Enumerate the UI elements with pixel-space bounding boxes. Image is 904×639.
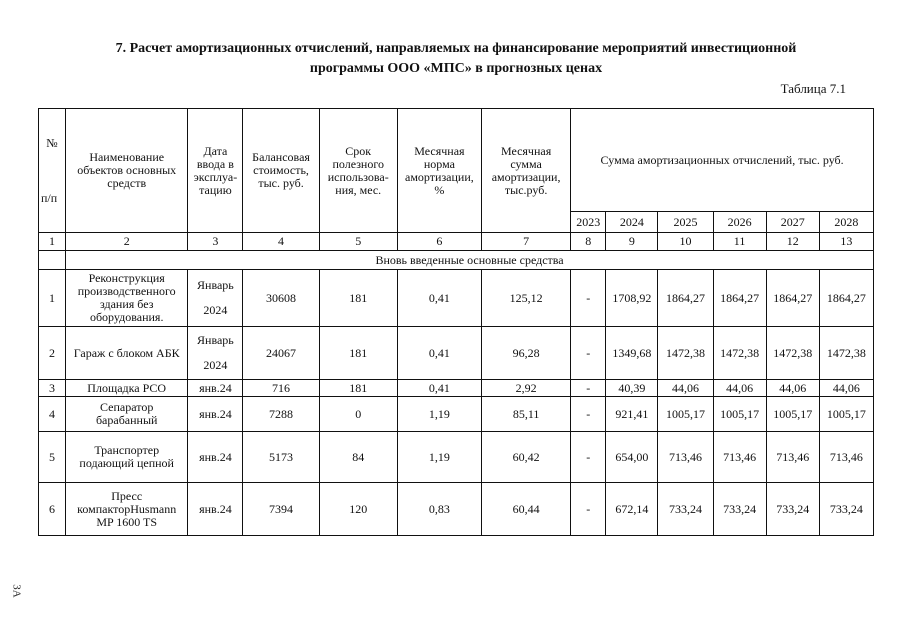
monthly-sum: 85,11 [482,397,571,432]
monthly-rate: 0,83 [397,483,481,536]
year-header: 2028 [819,212,873,233]
year-value: 733,24 [658,483,713,536]
margin-handwritten-mark: ЗА [10,584,23,598]
column-number: 2 [66,233,188,251]
year-value: 733,24 [766,483,819,536]
commission-date: янв.24 [188,380,243,397]
year-value: 1005,17 [819,397,873,432]
asset-name: Пресс компакторHusmann MP 1600 TS [66,483,188,536]
year-value: 733,24 [713,483,766,536]
year-value: 1708,92 [606,270,658,327]
balance-value: 716 [243,380,319,397]
year-value: 713,46 [819,432,873,483]
document-title [40,39,872,79]
row-number: 5 [39,432,66,483]
column-number: 12 [766,233,819,251]
monthly-rate: 1,19 [397,397,481,432]
balance-value: 24067 [243,327,319,380]
year-header: 2027 [766,212,819,233]
column-number: 3 [188,233,243,251]
column-number: 7 [482,233,571,251]
year-value: 1472,38 [766,327,819,380]
balance-value: 30608 [243,270,319,327]
column-number: 5 [319,233,397,251]
section-row [39,251,874,270]
year-value: 1864,27 [658,270,713,327]
year-header: 2025 [658,212,713,233]
asset-name: Транспортер подающий цепной [66,432,188,483]
header-date: Дата ввода в эксплуа-тацию [188,109,243,233]
year-value: 921,41 [606,397,658,432]
row-number: 4 [39,397,66,432]
column-number: 13 [819,233,873,251]
year-value: 733,24 [819,483,873,536]
year-value: 672,14 [606,483,658,536]
table-row [39,483,874,536]
year-value: 1864,27 [713,270,766,327]
date-month: Январь [197,333,234,347]
monthly-rate: 1,19 [397,432,481,483]
row-number: 3 [39,380,66,397]
year-value: - [571,432,606,483]
year-value: 1005,17 [766,397,819,432]
table-row [39,397,874,432]
useful-life: 120 [319,483,397,536]
year-header: 2023 [571,212,606,233]
commission-date [188,327,243,380]
column-number: 4 [243,233,319,251]
year-value: - [571,327,606,380]
year-header: 2024 [606,212,658,233]
commission-date: янв.24 [188,483,243,536]
date-year: 2024 [203,358,228,372]
section-spacer [39,251,66,270]
column-number: 6 [397,233,481,251]
asset-name: Гараж с блоком АБК [66,327,188,380]
year-value: 1005,17 [658,397,713,432]
monthly-rate: 0,41 [397,327,481,380]
year-value: 40,39 [606,380,658,397]
header-balance: Балансовая стоимость, тыс. руб. [243,109,319,233]
year-value: 44,06 [713,380,766,397]
balance-value: 7288 [243,397,319,432]
year-value: 1472,38 [819,327,873,380]
header-monthly-sum: Месячная сумма амортизации, тыс.руб. [482,109,571,233]
column-number: 10 [658,233,713,251]
column-number-row [39,233,874,251]
asset-name: Сепаратор барабанный [66,397,188,432]
header-number [39,109,66,233]
year-header: 2026 [713,212,766,233]
row-number: 1 [39,270,66,327]
monthly-sum: 60,42 [482,432,571,483]
year-value: 1005,17 [713,397,766,432]
monthly-sum: 2,92 [482,380,571,397]
header-term: Срок полезного использова-ния, мес. [319,109,397,233]
date-month: Январь [197,278,234,292]
column-number: 9 [606,233,658,251]
column-number: 1 [39,233,66,251]
useful-life: 84 [319,432,397,483]
row-number: 2 [39,327,66,380]
year-value: 654,00 [606,432,658,483]
table-label: Таблица 7.1 [780,81,846,96]
year-value: 44,06 [766,380,819,397]
asset-name: Реконструкция производственного здания без оборудования. [66,270,188,327]
year-value: 44,06 [819,380,873,397]
column-number: 8 [571,233,606,251]
year-value: - [571,270,606,327]
header-total: Сумма амортизационных отчислений, тыс. руб. [571,109,874,212]
table-row [39,432,874,483]
year-value: 713,46 [658,432,713,483]
year-value: 1864,27 [766,270,819,327]
monthly-rate: 0,41 [397,380,481,397]
monthly-rate: 0,41 [397,270,481,327]
asset-name: Площадка РСО [66,380,188,397]
header-no-label: № [46,135,58,150]
useful-life: 181 [319,380,397,397]
header-name: Наименование объектов основных средств [66,109,188,233]
commission-date: янв.24 [188,432,243,483]
year-value: 1472,38 [713,327,766,380]
commission-date [188,270,243,327]
monthly-sum: 125,12 [482,270,571,327]
section-title: Вновь введенные основные средства [66,251,874,270]
column-number: 11 [713,233,766,251]
year-value: 713,46 [713,432,766,483]
header-rate: Месячная норма амортизации, % [397,109,481,233]
balance-value: 7394 [243,483,319,536]
useful-life: 181 [319,270,397,327]
commission-date: янв.24 [188,397,243,432]
year-value: - [571,397,606,432]
title-line-1: 7. Расчет амортизационных отчислений, направляемых на финансирование мероприятий инвестиционной [115,41,797,56]
table-row [39,270,874,327]
useful-life: 181 [319,327,397,380]
header-row [39,109,874,212]
amortization-table [38,108,874,536]
year-value: 1472,38 [658,327,713,380]
table-row [39,327,874,380]
year-value: 1864,27 [819,270,873,327]
header-pp-label: п/п [41,190,58,205]
monthly-sum: 96,28 [482,327,571,380]
monthly-sum: 60,44 [482,483,571,536]
useful-life: 0 [319,397,397,432]
year-value: 713,46 [766,432,819,483]
table-row [39,380,874,397]
year-value: 1349,68 [606,327,658,380]
year-value: 44,06 [658,380,713,397]
year-value: - [571,380,606,397]
year-value: - [571,483,606,536]
balance-value: 5173 [243,432,319,483]
title-line-2: программы ООО «МПС» в прогнозных ценах [309,61,603,76]
row-number: 6 [39,483,66,536]
date-year: 2024 [203,303,228,317]
